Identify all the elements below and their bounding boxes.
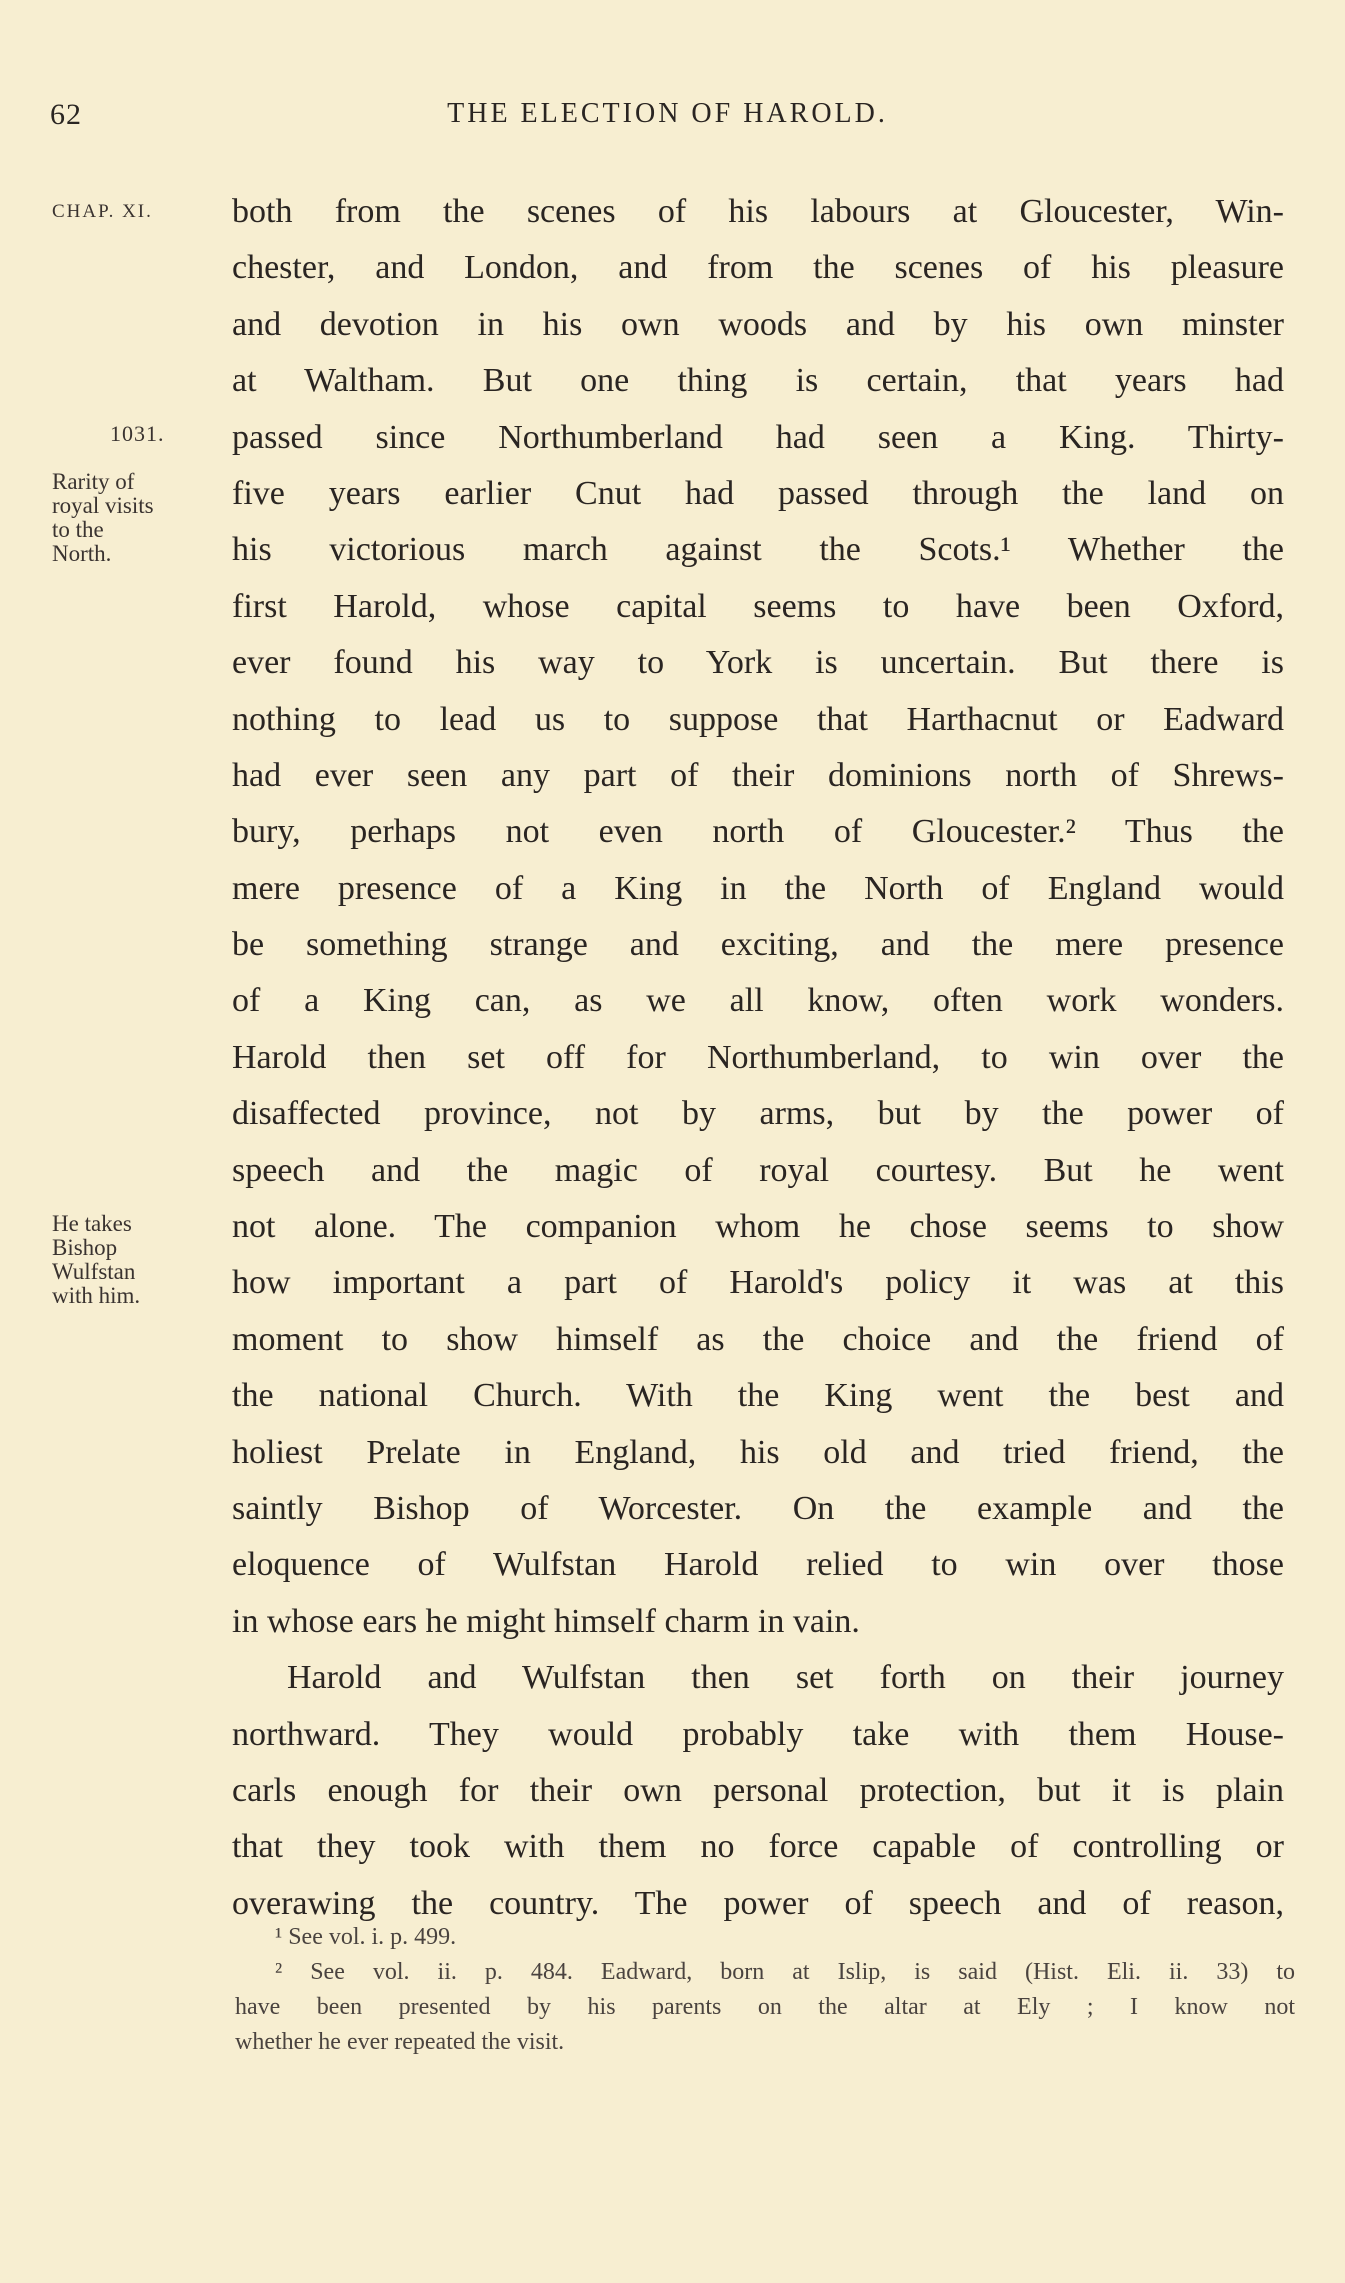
margin-note-line: Wulfstan [52,1259,136,1284]
margin-note-wulfstan [52,1212,227,1308]
text-line: disaffected province, not by arms, but by the power of [232,1095,1284,1133]
footnote-line: ¹ See vol. i. p. 499. [275,1924,457,1950]
text-line: both from the scenes of his labours at Gloucester, Win- [232,193,1284,230]
text-line: bury, perhaps not even north of Gloucester.² Thus the [232,813,1284,851]
text-line: northward. They would probably take with them House- [232,1715,1284,1753]
footnote-line: whether he ever repeated the visit. [235,2029,565,2055]
footnote-line: have been presented by his parents on the altar at Ely ; I know not [235,1994,1295,2020]
margin-note-line: North. [52,541,112,566]
text-line: first Harold, whose capital seems to have been Oxford, [232,587,1284,625]
margin-note-line: to the [52,517,104,542]
text-line: that they took with them no force capable of controlling or [232,1828,1284,1866]
margin-note-line: royal visits [52,493,154,518]
text-line: at Waltham. But one thing is certain, that years had [232,362,1284,400]
page-number: 62 [50,98,82,131]
margin-note-line: Rarity of [52,469,135,494]
margin-note-line: with him. [52,1283,141,1308]
footnote-line: ² See vol. ii. p. 484. Eadward, born at Islip, is said (Hist. Eli. ii. 33) to [275,1959,1295,1985]
text-line: Harold then set off for Northumberland, to win over the [232,1038,1284,1076]
text-line: carls enough for their own personal protection, but it is plain [232,1771,1284,1809]
text-line: be something strange and exciting, and the mere presence [232,926,1284,964]
text-line: nothing to lead us to suppose that Harthacnut or Eadward [232,700,1284,738]
text-line: Harold and Wulfstan then set forth on their journey [287,1659,1284,1697]
text-line: and devotion in his own woods and by his own minster [232,305,1284,343]
text-line: holiest Prelate in England, his old and tried friend, the [232,1433,1284,1471]
text-line: of a King can, as we all know, often work wonders. [232,982,1284,1020]
margin-note-rarity [52,470,227,566]
year-marker: 1031. [110,421,165,446]
text-line: moment to show himself as the choice and the friend of [232,1320,1284,1358]
text-line: not alone. The companion whom he chose seems to show [232,1208,1284,1246]
margin-note-line: Bishop [52,1235,118,1260]
footnotes [235,1920,1295,2060]
text-line: chester, and London, and from the scenes of his pleasure [232,249,1284,287]
text-line: his victorious march against the Scots.¹ Whether the [232,531,1284,569]
text-line: how important a part of Harold's policy it was at this [232,1264,1284,1302]
body-text [232,184,1284,1932]
text-line: overawing the country. The power of speech and of reason, [232,1884,1284,1922]
text-line: speech and the magic of royal courtesy. But he went [232,1151,1284,1189]
text-line: saintly Bishop of Worcester. On the example and the [232,1489,1284,1527]
text-line: the national Church. With the King went the best and [232,1377,1284,1415]
text-line: mere presence of a King in the North of England would [232,869,1284,907]
chapter-marker: CHAP. XI. [52,201,153,222]
text-line: in whose ears he might himself charm in vain. [232,1602,860,1640]
text-line: passed since Northumberland had seen a King. Thirty- [232,418,1284,456]
margin-note-line: He takes [52,1211,132,1236]
text-line: had ever seen any part of their dominions north of Shrews- [232,756,1284,794]
running-title: THE ELECTION OF HAROLD. [447,98,888,129]
text-line: ever found his way to York is uncertain. But there is [232,644,1284,682]
text-line: eloquence of Wulfstan Harold relied to win over those [232,1546,1284,1584]
page-header [50,98,1285,138]
text-line: five years earlier Cnut had passed through the land on [232,474,1284,512]
